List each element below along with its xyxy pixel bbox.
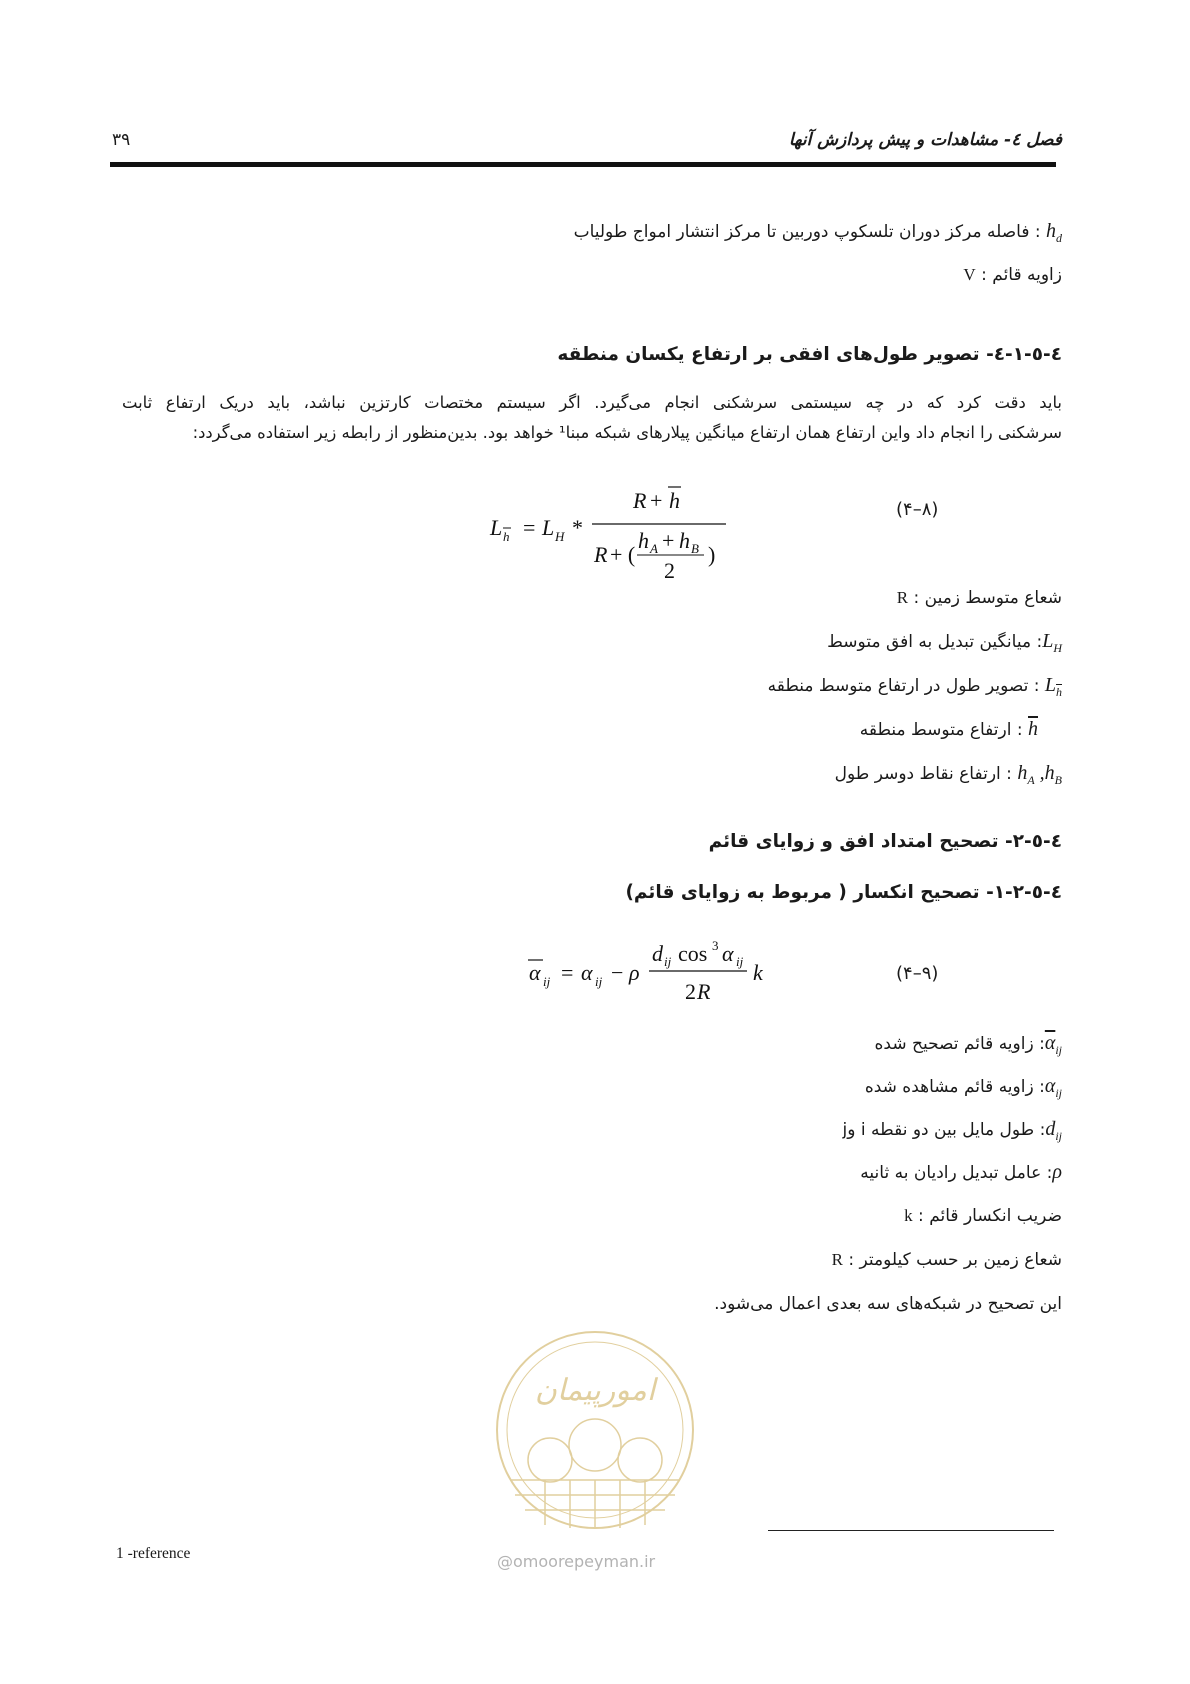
svg-text:*: * <box>572 515 583 540</box>
svg-text:2: 2 <box>664 558 675 580</box>
definition-r: R : شعاع متوسط زمین <box>896 588 1062 608</box>
svg-text:α: α <box>529 960 541 985</box>
running-header-title: فصل ٤- مشاهدات و پیش پردازش آنها <box>788 130 1062 150</box>
paragraph-line-1: باید دقت کرد که در چه سیستمی سرشکنی انجام می‌گیرد. اگر سیستم مختصات کارتزین نباشد، باید دریک ارتفاع ثابت <box>122 393 1062 412</box>
svg-text:L: L <box>542 515 555 540</box>
svg-text:A: A <box>650 541 658 556</box>
paragraph-body <box>122 388 1062 448</box>
symbol-lh: $L_H$ <box>1042 630 1062 655</box>
svg-text:B: B <box>691 541 699 556</box>
definition-hbar: $\overline{h}$ : ارتفاع متوسط منطقه <box>859 718 1038 740</box>
svg-text:R: R <box>633 488 647 513</box>
symbol-alpha: $\alpha_{ij}$ <box>1044 1075 1062 1100</box>
svg-text:=: = <box>561 960 574 985</box>
definition-hahb: $h_A$ $,h_B$ : ارتفاع نقاط دوسر طول <box>834 762 1062 787</box>
equation-number-4-9: (۴–۹) <box>896 963 939 984</box>
symbol-hahb: $h_A$ $,h_B$ <box>1017 762 1062 787</box>
svg-text:α: α <box>581 960 593 985</box>
footnote-rule <box>768 1530 1054 1531</box>
definition-k: k : ضریب انکسار قائم <box>904 1206 1062 1226</box>
definition-lh: $L_H$: میانگین تبدیل به افق متوسط <box>827 630 1062 655</box>
svg-text:d: d <box>652 941 663 966</box>
paragraph-line-2: سرشکنی را انجام داد واین ارتفاع همان ارتفاع میانگین پیلارهای شبکه مبنا¹ خواهد بود. بدین‌منظور از رابطه زیر استفاده می‌گردد: <box>192 423 1062 442</box>
svg-text:α: α <box>722 941 734 966</box>
footnote-text: 1 -reference <box>116 1545 191 1562</box>
svg-text:ρ: ρ <box>629 960 640 985</box>
definition-lhbar: $L_{\overline{h}}$ : تصویر طول در ارتفاع متوسط منطقه <box>767 674 1062 699</box>
svg-text:h: h <box>638 528 649 553</box>
svg-text:ij: ij <box>595 974 603 989</box>
svg-text:ij: ij <box>736 954 744 969</box>
svg-text:=: = <box>523 515 536 540</box>
watermark-logo <box>490 1330 700 1545</box>
definition-alpha-bar: $\overline{\alpha}_{ij}$: زاویه قائم تصحیح شده <box>874 1032 1062 1057</box>
page-number: ۳۹ <box>112 130 131 150</box>
header-rule <box>110 162 1056 167</box>
svg-text:h: h <box>679 528 690 553</box>
equation-4-9 <box>515 935 775 1005</box>
svg-text:−: − <box>611 960 624 985</box>
symbol-d: $d_{ij}$ <box>1045 1118 1062 1143</box>
svg-text:2: 2 <box>685 979 696 1004</box>
definition-alpha: $\alpha_{ij}$: زاویه قائم مشاهده شده <box>864 1075 1062 1100</box>
definition-v: V : زاویه قائم <box>963 265 1062 285</box>
svg-text:ij: ij <box>664 954 672 969</box>
section-heading-4-5-2: ٤-٥-٢- تصحیح امتداد افق و زوایای قائم <box>708 831 1062 852</box>
svg-text:+: + <box>662 528 675 553</box>
watermark-url: @omoorepeyman.ir <box>497 1552 656 1571</box>
equation-number-4-8: (۴–۸) <box>896 499 939 520</box>
symbol-alpha-bar: $\overline{\alpha}_{ij}$ <box>1044 1032 1062 1057</box>
watermark-logo-text: امورپیمان <box>534 1373 656 1408</box>
svg-text:L: L <box>490 515 503 540</box>
definition-hd: $h_d$ : فاصله مرکز دوران تلسکوپ دوربین تا مرکز انتشار امواج طولیاب <box>573 220 1062 245</box>
svg-text:h: h <box>503 529 510 544</box>
symbol-hbar: $\overline{h}$ <box>1028 718 1038 740</box>
subsection-heading-4-5-2-1: ٤-٥-٢-١- تصحیح انکسار ( مربوط به زوایای قائم) <box>625 882 1062 903</box>
svg-text:3: 3 <box>712 938 719 953</box>
symbol-lhbar: $L_{\overline{h}}$ <box>1044 674 1062 699</box>
svg-text:ij: ij <box>543 974 551 989</box>
symbol-rho: ρ <box>1052 1161 1062 1183</box>
svg-text:+: + <box>650 488 663 513</box>
svg-text:H: H <box>555 529 565 544</box>
svg-text:cos: cos <box>678 941 708 966</box>
svg-text:k: k <box>753 960 763 985</box>
svg-text:): ) <box>708 542 716 567</box>
definition-d: $d_{ij}$: طول مایل بین دو نقطه i وj <box>842 1118 1062 1143</box>
section-heading-4-5-1-4: ٤-٥-١-٤- تصویر طول‌های افقی بر ارتفاع یکسان منطقه <box>557 344 1062 365</box>
closing-sentence: این تصحیح در شبکه‌های سه بعدی اعمال می‌شود. <box>714 1294 1062 1314</box>
svg-text:R: R <box>697 979 711 1004</box>
equation-4-8 <box>480 478 740 580</box>
symbol-hd: $h_d$ <box>1046 220 1062 245</box>
svg-text:h: h <box>669 488 680 513</box>
svg-text:R: R <box>594 542 608 567</box>
definition-r-km: R : شعاع زمین بر حسب کیلومتر <box>831 1250 1062 1270</box>
definition-rho: ρ: عامل تبدیل رادیان به ثانیه <box>860 1161 1062 1183</box>
svg-text:+ (: + ( <box>610 542 636 567</box>
